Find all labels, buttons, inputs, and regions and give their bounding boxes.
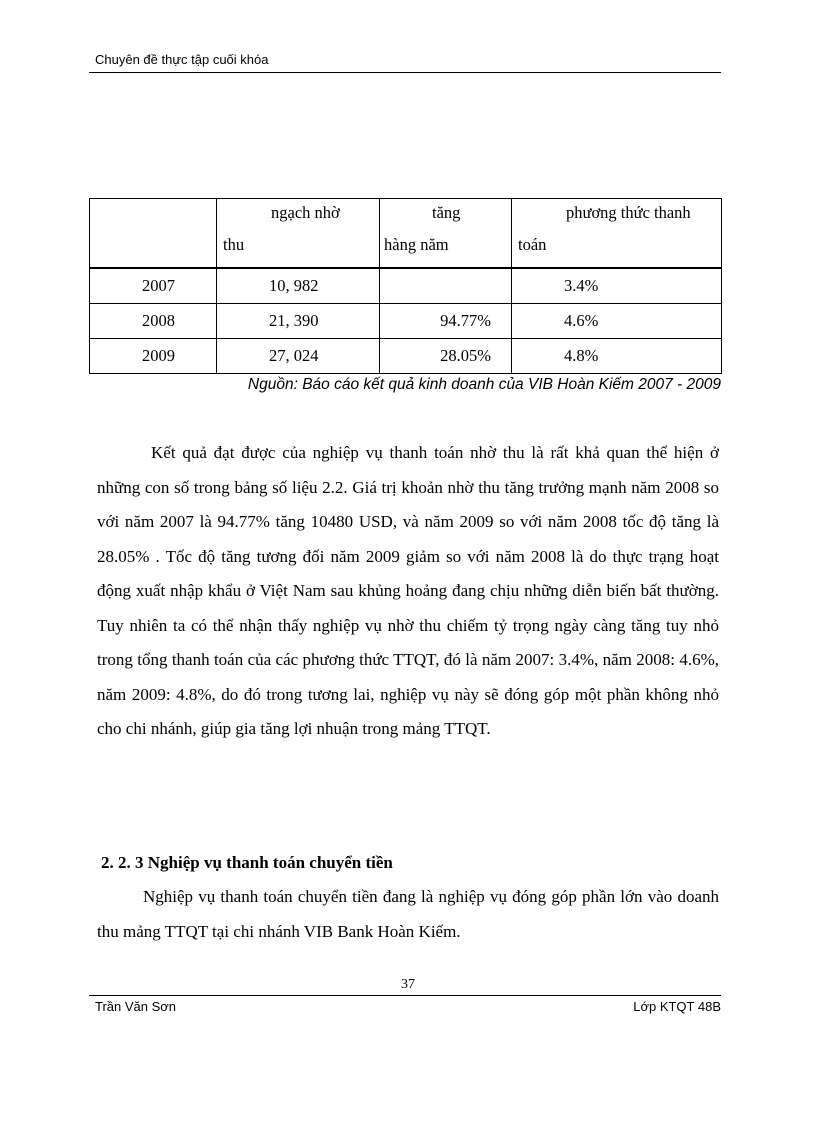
body-paragraph: Kết quả đạt được của nghiệp vụ thanh toán nhờ thu là rất khả quan thể hiện ở những con số trong bảng số liệu 2.2. Giá trị khoản nhờ thu tăng trưởng mạnh năm 2008 so với năm 2007 là 94.77% tăng 10480 USD, và năm 2009 so với năm 2008 tốc độ tăng là 28.05% . Tốc độ tăng tương đối năm 2009 giảm so với năm 2008 là do thực trạng hoạt động xuất nhập khẩu ở Việt Nam sau khủng hoảng đang chịu những diễn biến bất thường. Tuy nhiên ta có thể nhận thấy nghiệp vụ nhờ thu chiếm tỷ trọng ngày càng tăng tuy nhỏ trong tổng thanh toán của các phương thức TTQT, đó là năm 2007: 3.4%, năm 2008: 4.6%, năm 2009: 4.8%, do đó trong tương lai, nghiệp vụ này sẽ đóng góp một phần không nhỏ cho chi nhánh, giúp gia tăng lợi nhuận trong mảng TTQT. xyxy=(97,443,719,738)
page-footer xyxy=(89,995,721,1016)
row-value: 27, 024 xyxy=(217,339,380,374)
header-growth-line1: tăng xyxy=(432,203,461,222)
row-growth: 28.05% xyxy=(380,339,512,374)
row-year: 2008 xyxy=(90,304,217,339)
header-title: Chuyên đề thực tập cuối khóa xyxy=(95,52,269,67)
row-value: 21, 390 xyxy=(217,304,380,339)
row-year: 2009 xyxy=(90,339,217,374)
row-year: 2007 xyxy=(90,268,217,304)
header-cell-value xyxy=(217,199,380,269)
header-value-line2: thu xyxy=(223,235,245,254)
table-row xyxy=(90,304,722,339)
table-header-row xyxy=(90,199,722,269)
header-cell-growth xyxy=(380,199,512,269)
row-share: 3.4% xyxy=(512,268,722,304)
footer-author: Trần Văn Sơn xyxy=(95,999,177,1014)
header-growth-line2: hàng năm xyxy=(384,235,449,254)
section-heading: 2. 2. 3 Nghiệp vụ thanh toán chuyển tiền xyxy=(101,853,393,872)
body-paragraph: Nghiệp vụ thanh toán chuyển tiền đang là nghiệp vụ đóng góp phần lớn vào doanh thu mảng TTQT tại chi nhánh VIB Bank Hoàn Kiếm. xyxy=(97,887,719,941)
header-share-line1: phương thức thanh xyxy=(566,203,691,222)
data-table-container xyxy=(89,198,721,374)
header-cell-year xyxy=(90,199,217,269)
row-growth: 94.77% xyxy=(380,304,512,339)
page-number: 37 xyxy=(401,977,415,992)
header-cell-share xyxy=(512,199,722,269)
table-row xyxy=(90,339,722,374)
row-share: 4.6% xyxy=(512,304,722,339)
row-share: 4.8% xyxy=(512,339,722,374)
row-growth xyxy=(380,268,512,304)
table-row xyxy=(90,268,722,304)
header-share-line2: toán xyxy=(518,235,547,254)
collection-table xyxy=(89,198,722,374)
footer-class: Lớp KTQT 48B xyxy=(633,999,721,1014)
table-source-note: Nguồn: Báo cáo kết quả kinh doanh của VIB Hoàn Kiếm 2007 - 2009 xyxy=(247,376,721,393)
row-value: 10, 982 xyxy=(217,268,380,304)
header-value-line1: ngạch nhờ xyxy=(271,203,340,222)
page-header xyxy=(89,52,721,73)
